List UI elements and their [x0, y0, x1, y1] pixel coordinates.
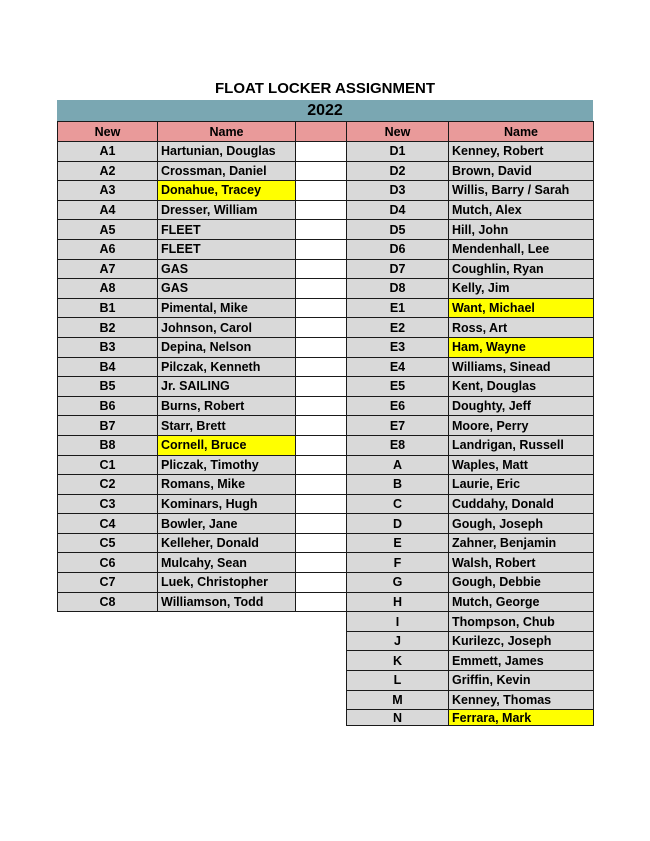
spacer-cell — [296, 533, 347, 553]
table-row — [347, 690, 594, 710]
assignee-name-cell: Hill, John — [449, 220, 594, 240]
locker-code-cell: E1 — [347, 298, 449, 318]
assignee-name-cell: Jr. SAILING — [158, 377, 296, 397]
locker-code-cell: K — [347, 651, 449, 671]
table-row — [58, 514, 347, 534]
spacer-cell — [296, 220, 347, 240]
left-header-row — [58, 122, 347, 142]
spacer-cell — [296, 200, 347, 220]
locker-code-cell: A4 — [58, 200, 158, 220]
table-row — [58, 298, 347, 318]
table-row — [58, 259, 347, 279]
assignee-name-cell: Williams, Sinead — [449, 357, 594, 377]
spacer-cell — [296, 416, 347, 436]
locker-code-cell: C — [347, 494, 449, 514]
locker-code-cell: A5 — [58, 220, 158, 240]
table-row — [347, 318, 594, 338]
locker-code-cell: E4 — [347, 357, 449, 377]
assignee-name-cell: GAS — [158, 279, 296, 299]
assignee-name-cell: Kelly, Jim — [449, 279, 594, 299]
assignee-name-cell: Kurilezc, Joseph — [449, 631, 594, 651]
table-row — [347, 533, 594, 553]
locker-code-cell: E8 — [347, 435, 449, 455]
assignee-name-cell: Doughty, Jeff — [449, 396, 594, 416]
assignee-name-cell: Burns, Robert — [158, 396, 296, 416]
locker-code-cell: G — [347, 573, 449, 593]
locker-code-cell: C6 — [58, 553, 158, 573]
table-row — [347, 279, 594, 299]
locker-code-cell: A2 — [58, 161, 158, 181]
assignee-name-cell: Donahue, Tracey — [158, 181, 296, 201]
table-row — [347, 494, 594, 514]
assignee-name-cell: FLEET — [158, 239, 296, 259]
spacer-cell — [296, 318, 347, 338]
locker-code-cell: A3 — [58, 181, 158, 201]
table-row — [347, 475, 594, 495]
locker-code-cell: E2 — [347, 318, 449, 338]
locker-code-cell: D1 — [347, 142, 449, 162]
locker-code-cell: B3 — [58, 337, 158, 357]
assignee-name-cell: Brown, David — [449, 161, 594, 181]
table-row — [58, 475, 347, 495]
assignee-name-cell: Zahner, Benjamin — [449, 533, 594, 553]
assignee-name-cell: Gough, Joseph — [449, 514, 594, 534]
assignee-name-cell: Coughlin, Ryan — [449, 259, 594, 279]
table-row — [58, 396, 347, 416]
locker-code-cell: D4 — [347, 200, 449, 220]
assignee-name-cell: Walsh, Robert — [449, 553, 594, 573]
locker-code-cell: N — [347, 710, 449, 726]
assignee-name-cell: Moore, Perry — [449, 416, 594, 436]
locker-code-cell: B7 — [58, 416, 158, 436]
table-row — [58, 573, 347, 593]
spacer-cell — [296, 455, 347, 475]
assignee-name-cell: Emmett, James — [449, 651, 594, 671]
table-row — [58, 220, 347, 240]
table-row — [347, 298, 594, 318]
locker-code-cell: L — [347, 671, 449, 691]
locker-code-cell: B2 — [58, 318, 158, 338]
table-row — [347, 377, 594, 397]
table-row — [347, 671, 594, 691]
locker-code-cell: H — [347, 592, 449, 612]
spacer-cell — [296, 573, 347, 593]
table-row — [347, 651, 594, 671]
assignee-name-cell: Ham, Wayne — [449, 337, 594, 357]
table-row — [58, 161, 347, 181]
spacer-cell — [296, 357, 347, 377]
table-row — [347, 161, 594, 181]
table-row — [58, 435, 347, 455]
spacer-cell — [296, 142, 347, 162]
table-row — [58, 416, 347, 436]
assignee-name-cell: GAS — [158, 259, 296, 279]
locker-code-cell: C5 — [58, 533, 158, 553]
year-banner — [57, 100, 593, 121]
table-row — [58, 200, 347, 220]
table-row — [347, 259, 594, 279]
locker-code-cell: E7 — [347, 416, 449, 436]
table-row — [347, 514, 594, 534]
locker-code-cell: D8 — [347, 279, 449, 299]
locker-code-cell: E3 — [347, 337, 449, 357]
table-row — [58, 494, 347, 514]
assignee-name-cell: Want, Michael — [449, 298, 594, 318]
spacer-cell — [296, 239, 347, 259]
locker-code-cell: C8 — [58, 592, 158, 612]
locker-code-cell: A8 — [58, 279, 158, 299]
table-row — [347, 631, 594, 651]
assignee-name-cell: FLEET — [158, 220, 296, 240]
left-code-header: New — [58, 122, 158, 142]
spacer-cell — [296, 475, 347, 495]
table-row — [58, 357, 347, 377]
right-header-row — [347, 122, 594, 142]
assignee-name-cell: Landrigan, Russell — [449, 435, 594, 455]
assignee-name-cell: Kominars, Hugh — [158, 494, 296, 514]
table-row — [347, 220, 594, 240]
table-row — [58, 455, 347, 475]
spacer-cell — [296, 279, 347, 299]
table-row — [58, 279, 347, 299]
assignee-name-cell: Dresser, William — [158, 200, 296, 220]
table-row — [58, 337, 347, 357]
locker-code-cell: D — [347, 514, 449, 534]
locker-code-cell: B6 — [58, 396, 158, 416]
locker-code-cell: F — [347, 553, 449, 573]
left-name-header: Name — [158, 122, 296, 142]
table-row — [347, 337, 594, 357]
locker-code-cell: E6 — [347, 396, 449, 416]
table-row — [347, 416, 594, 436]
table-row — [347, 357, 594, 377]
assignee-name-cell: Pimental, Mike — [158, 298, 296, 318]
assignee-name-cell: Starr, Brett — [158, 416, 296, 436]
right-name-header: Name — [449, 122, 594, 142]
locker-code-cell: D6 — [347, 239, 449, 259]
spacer-cell — [296, 337, 347, 357]
spacer-cell — [296, 396, 347, 416]
assignee-name-cell: Romans, Mike — [158, 475, 296, 495]
assignee-name-cell: Waples, Matt — [449, 455, 594, 475]
locker-code-cell: E5 — [347, 377, 449, 397]
assignee-name-cell: Kenney, Robert — [449, 142, 594, 162]
spacer-cell — [296, 592, 347, 612]
locker-code-cell: D3 — [347, 181, 449, 201]
assignee-name-cell: Kent, Douglas — [449, 377, 594, 397]
right-locker-table — [346, 121, 594, 726]
assignee-name-cell: Mutch, George — [449, 592, 594, 612]
table-row — [58, 239, 347, 259]
assignee-name-cell: Thompson, Chub — [449, 612, 594, 632]
assignee-name-cell: Williamson, Todd — [158, 592, 296, 612]
assignee-name-cell: Ross, Art — [449, 318, 594, 338]
spacer-cell — [296, 514, 347, 534]
locker-code-cell: M — [347, 690, 449, 710]
spacer-cell — [296, 377, 347, 397]
assignee-name-cell: Cuddahy, Donald — [449, 494, 594, 514]
locker-code-cell: E — [347, 533, 449, 553]
locker-code-cell: B4 — [58, 357, 158, 377]
locker-code-cell: C4 — [58, 514, 158, 534]
locker-code-cell: B5 — [58, 377, 158, 397]
assignee-name-cell: Mutch, Alex — [449, 200, 594, 220]
table-row — [347, 181, 594, 201]
locker-code-cell: A — [347, 455, 449, 475]
table-row — [58, 142, 347, 162]
assignee-name-cell: Mendenhall, Lee — [449, 239, 594, 259]
locker-code-cell: I — [347, 612, 449, 632]
assignee-name-cell: Cornell, Bruce — [158, 435, 296, 455]
spacer-cell — [296, 161, 347, 181]
spacer-cell — [296, 259, 347, 279]
table-row — [347, 455, 594, 475]
locker-code-cell: B — [347, 475, 449, 495]
locker-code-cell: C7 — [58, 573, 158, 593]
table-row — [58, 533, 347, 553]
assignee-name-cell: Mulcahy, Sean — [158, 553, 296, 573]
assignee-name-cell: Gough, Debbie — [449, 573, 594, 593]
locker-code-cell: D2 — [347, 161, 449, 181]
table-row — [347, 435, 594, 455]
locker-code-cell: B1 — [58, 298, 158, 318]
locker-code-cell: A6 — [58, 239, 158, 259]
locker-code-cell: D7 — [347, 259, 449, 279]
assignee-name-cell: Kelleher, Donald — [158, 533, 296, 553]
spacer-cell — [296, 298, 347, 318]
assignee-name-cell: Johnson, Carol — [158, 318, 296, 338]
assignee-name-cell: Ferrara, Mark — [449, 710, 594, 726]
locker-code-cell: C1 — [58, 455, 158, 475]
assignee-name-cell: Willis, Barry / Sarah — [449, 181, 594, 201]
locker-code-cell: C3 — [58, 494, 158, 514]
spacer-cell — [296, 553, 347, 573]
right-code-header: New — [347, 122, 449, 142]
table-row — [347, 200, 594, 220]
locker-code-cell: C2 — [58, 475, 158, 495]
locker-code-cell: B8 — [58, 435, 158, 455]
table-row — [347, 592, 594, 612]
locker-code-cell: A7 — [58, 259, 158, 279]
table-row — [58, 181, 347, 201]
year-label: 2022 — [307, 102, 343, 119]
spacer-cell — [296, 181, 347, 201]
spacer-cell — [296, 435, 347, 455]
table-row — [347, 573, 594, 593]
assignee-name-cell: Kenney, Thomas — [449, 690, 594, 710]
table-row — [347, 612, 594, 632]
spacer-header — [296, 122, 347, 142]
table-row — [347, 239, 594, 259]
assignee-name-cell: Crossman, Daniel — [158, 161, 296, 181]
table-row — [58, 553, 347, 573]
table-row — [347, 396, 594, 416]
locker-code-cell: D5 — [347, 220, 449, 240]
table-row — [58, 377, 347, 397]
table-row — [347, 142, 594, 162]
assignee-name-cell: Laurie, Eric — [449, 475, 594, 495]
assignee-name-cell: Pliczak, Timothy — [158, 455, 296, 475]
assignee-name-cell: Pilczak, Kenneth — [158, 357, 296, 377]
assignee-name-cell: Depina, Nelson — [158, 337, 296, 357]
left-locker-table — [57, 121, 347, 612]
spacer-cell — [296, 494, 347, 514]
assignee-name-cell: Luek, Christopher — [158, 573, 296, 593]
assignee-name-cell: Griffin, Kevin — [449, 671, 594, 691]
assignee-name-cell: Bowler, Jane — [158, 514, 296, 534]
locker-code-cell: A1 — [58, 142, 158, 162]
table-row — [58, 592, 347, 612]
assignee-name-cell: Hartunian, Douglas — [158, 142, 296, 162]
table-row — [58, 318, 347, 338]
table-row — [347, 710, 594, 726]
locker-code-cell: J — [347, 631, 449, 651]
table-row — [347, 553, 594, 573]
page-title: FLOAT LOCKER ASSIGNMENT — [215, 80, 435, 97]
